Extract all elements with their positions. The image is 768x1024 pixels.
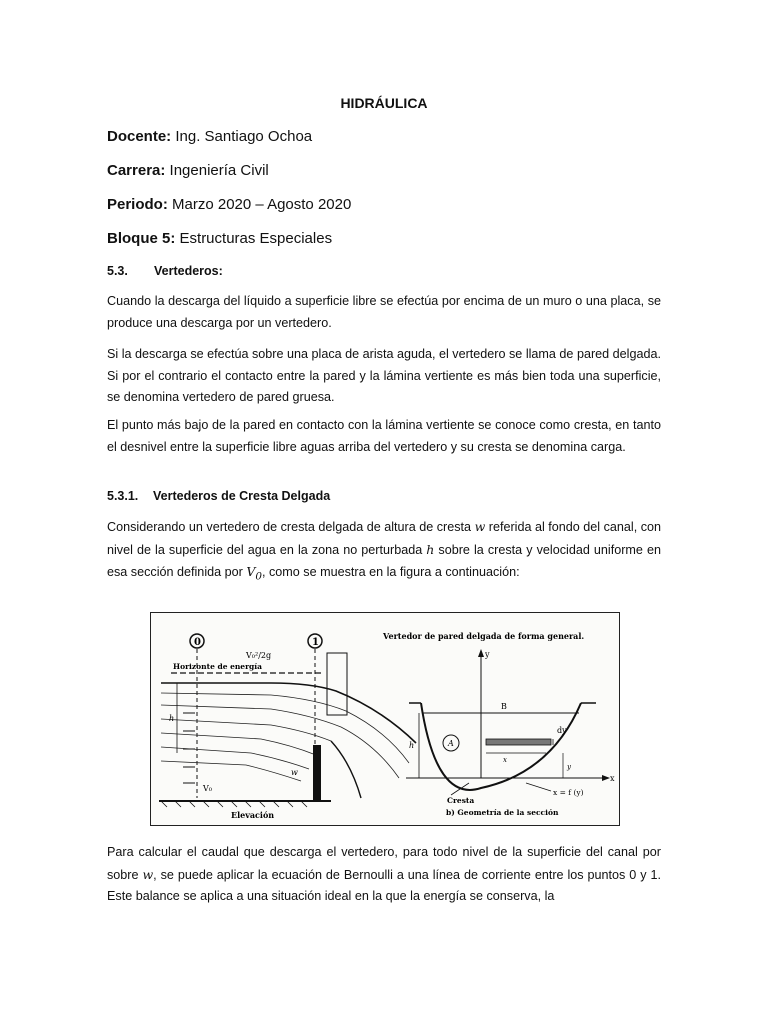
axis-x-label: x — [610, 774, 615, 783]
text-run: referida al fondo del canal, con nivel de la superficie del agua en la zona no perturbada — [107, 520, 661, 557]
math-h: h — [426, 541, 435, 557]
text-run: , se puede aplicar la ecuación de Bernoulli a una línea de corriente entre los puntos 0 y 1. Este balance se aplica a una situación ideal en la que la energía se conserva, la — [107, 867, 661, 903]
math-subscript: 0 — [255, 570, 262, 583]
crest-height-w-label: w — [291, 768, 298, 777]
svg-text:A: A — [448, 739, 454, 748]
meta-label: Carrera: — [107, 162, 166, 179]
meta-docente — [107, 128, 312, 145]
section-geometry-label: b) Geometría de la sección — [446, 808, 559, 817]
section-h-label: h — [409, 741, 415, 750]
meta-periodo — [107, 196, 351, 213]
width-B-label: B — [501, 702, 507, 711]
energy-horizon-label: Horizonte de energía — [173, 662, 262, 671]
axis-y-label: y — [485, 650, 490, 659]
section-number: 5.3. — [107, 264, 128, 278]
document-title: HIDRÁULICA — [340, 95, 428, 111]
function-label: x = f (y) — [553, 788, 584, 797]
section-heading — [107, 264, 223, 278]
meta-value: Ing. Santiago Ochoa — [175, 128, 313, 145]
weir-plate — [313, 745, 321, 801]
figure-caption-right: Vertedor de pared delgada de forma general. — [383, 631, 585, 641]
math-v: V — [246, 564, 256, 579]
point-0-label: 0 — [194, 637, 201, 648]
meta-label: Bloque 5: — [107, 230, 176, 247]
meta-value: Ingeniería Civil — [169, 162, 269, 179]
section-title: Vertederos: — [154, 264, 223, 278]
paragraph-2: Si la descarga se efectúa sobre una placa de arista aguda, el vertedero se llama de pared delgada. Si por el contrario el contacto entre la pared y la lámina vertiente es más bien toda una superficie, se denomina vertedero de pared gruesa. — [107, 347, 661, 404]
math-v0 — [246, 564, 262, 583]
meta-bloque — [107, 230, 332, 247]
paragraph-1: Cuando la descarga del líquido a superficie libre se efectúa por encima de un muro o una placa, se produce una descarga por un vertedero. — [107, 294, 661, 330]
math-w: w — [142, 866, 154, 882]
paragraph-intro — [107, 516, 661, 588]
text-run: , como se muestra en la figura a continuación: — [261, 565, 520, 579]
meta-carrera — [107, 162, 269, 179]
svg-text:x: x — [503, 756, 507, 764]
meta-label: Docente: — [107, 128, 172, 145]
text-run: sobre la cresta y velocidad uniforme en esa sección definida por — [107, 542, 661, 579]
elevation-label: Elevación — [231, 810, 275, 820]
crest-label: Cresta — [447, 796, 475, 805]
math-w: w — [474, 519, 486, 534]
weir-diagram — [151, 613, 619, 825]
velocity-head-label: V₀²/2g — [246, 651, 272, 660]
text-run: Para calcular el caudal que descarga el vertedero, para todo nivel de la superficie del canal por sobre — [107, 845, 661, 882]
subsection-heading — [107, 489, 330, 503]
point-1-label: 1 — [312, 637, 319, 648]
meta-value: Estructuras Especiales — [179, 230, 333, 247]
meta-label: Periodo: — [107, 196, 168, 213]
head-h-label: h — [169, 714, 175, 723]
paragraph-3: El punto más bajo de la pared en contacto con la lámina vertiente se conoce como cresta, en tanto el desnivel entre la superficie libre aguas arriba del vertedero y su cresta se denomina carga. — [107, 418, 661, 454]
v0-label: V₀ — [203, 784, 212, 793]
subsection-title: Vertederos de Cresta Delgada — [153, 489, 331, 503]
svg-text:y: y — [567, 763, 571, 771]
paragraph-final — [107, 842, 661, 908]
subsection-number: 5.3.1. — [107, 489, 139, 503]
meta-value: Marzo 2020 – Agosto 2020 — [172, 196, 352, 213]
text-run: Considerando un vertedero de cresta delgada de altura de cresta — [107, 520, 475, 534]
weir-figure — [150, 612, 620, 826]
strip-dy-label: dy — [557, 726, 567, 735]
